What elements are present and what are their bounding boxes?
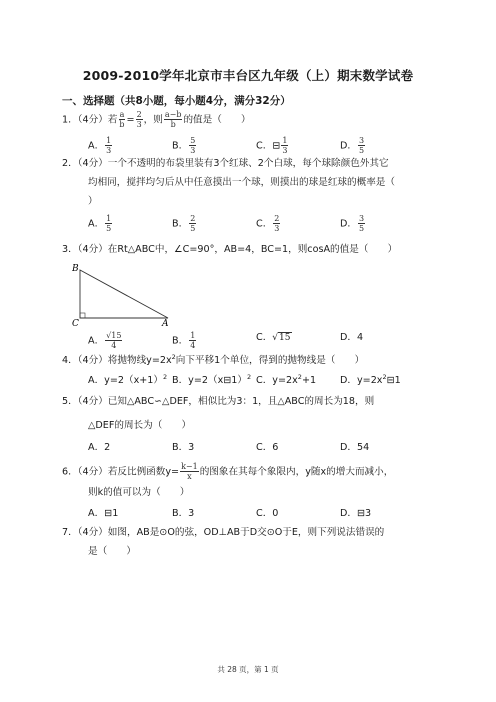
question-3: 3．（4分）在Rt△ABC中，∠C=90°，AB=4，BC=1，则cosA的值是（ ） — [62, 244, 398, 255]
q5-option-a: A．2 — [88, 442, 111, 453]
section-heading: 一、选择题（共8小题，每小题4分，满分32分） — [62, 95, 291, 107]
q1-option-c: C．⊟ $\frac{1}{3}$ — [256, 136, 288, 155]
q4-option-c: C．$y=2x^2+1$ — [256, 373, 317, 386]
q6-option-c: C．0 — [256, 508, 279, 519]
question-2-line2: 均相同，搅拌均匀后从中任意摸出一个球，则摸出的球是红球的概率是（ — [88, 177, 395, 188]
question-7-line1: 7．（4分）如图，AB是⊙O的弦，OD⊥AB于D交⊙O于E，则下列说法错误的 — [62, 527, 385, 538]
q6-option-d: D．⊟3 — [340, 508, 372, 519]
vertex-label-b: B — [72, 264, 79, 274]
question-4: 4．（4分）将抛物线$y=2x^2$向下平移1个单位，得到的抛物线是（ ） — [62, 353, 365, 366]
q3-option-a: A． $\frac{√15}{4}$ — [88, 331, 122, 350]
q5-option-c: C．6 — [256, 442, 279, 453]
vertex-label-c: C — [72, 319, 79, 328]
q2-option-a: A． $\frac{1}{5}$ — [88, 214, 112, 233]
q2-option-c: C． $\frac{2}{3}$ — [256, 214, 280, 233]
question-2-line3: ） — [88, 196, 98, 207]
fraction: $\frac{a}{b}$ — [119, 110, 125, 129]
question-2-line1: 2．（4分）一个不透明的布袋里装有3个红球、2个白球，每个球除颜色外其它 — [62, 158, 389, 169]
q4-option-a: A．$y=2(x+1)^2$ — [88, 373, 168, 386]
q2-option-d: D． $\frac{3}{5}$ — [340, 214, 365, 233]
q3-option-b: B． $\frac{1}{4}$ — [172, 331, 196, 350]
vertex-label-a: A — [162, 319, 169, 328]
question-5-line1: 5．（4分）已知△ABC∽△DEF，相似比为3：1，且△ABC的周长为18，则 — [62, 396, 375, 407]
triangle-figure — [72, 262, 182, 328]
q4-option-d: D．$y=2x^2⊟1$ — [340, 373, 401, 386]
page-footer: 共 28 页，第 1 页 — [217, 665, 279, 674]
question-7-line2: 是（ ） — [88, 546, 136, 557]
q3-option-d: D．4 — [340, 332, 364, 343]
q6-option-a: A．⊟1 — [88, 508, 119, 519]
fraction: $\frac{2}{3}$ — [136, 110, 142, 129]
q1-option-a: A． $\frac{1}{3}$ — [88, 136, 112, 155]
question-1: 1．（4分）若 $\frac{a}{b}$ = $\frac{2}{3}$ ，则 $\frac{a-b}{b}$ 的值是（ ） — [62, 110, 251, 129]
q1-option-b: B． $\frac{5}{3}$ — [172, 136, 196, 155]
q2-option-b: B． $\frac{2}{5}$ — [172, 214, 196, 233]
q5-option-b: B．3 — [172, 442, 195, 453]
question-6-line1: 6．（4分）若反比例函数y= $\frac{k-1}{x}$ 的图象在其每个象限内，y随x的增大而减小， — [62, 462, 394, 481]
q5-option-d: D．54 — [340, 442, 370, 453]
q6-option-b: B．3 — [172, 508, 195, 519]
fraction: $\frac{a-b}{b}$ — [164, 110, 182, 129]
right-angle-mark — [80, 313, 85, 318]
question-5-line2: △DEF的周长为（ ） — [88, 420, 192, 431]
q3-option-c: C．√15 — [256, 332, 291, 343]
q1-option-d: D． $\frac{3}{5}$ — [340, 136, 365, 155]
triangle-abc — [80, 270, 168, 318]
fraction: $\frac{k-1}{x}$ — [181, 462, 198, 481]
q4-option-b: B．y=2（x⊟1）$^2$ — [172, 373, 252, 386]
question-6-line2: 则k的值可以为（ ） — [88, 487, 190, 498]
page-title: 2009-2010学年北京市丰台区九年级（上）期末数学试卷 — [82, 68, 414, 83]
